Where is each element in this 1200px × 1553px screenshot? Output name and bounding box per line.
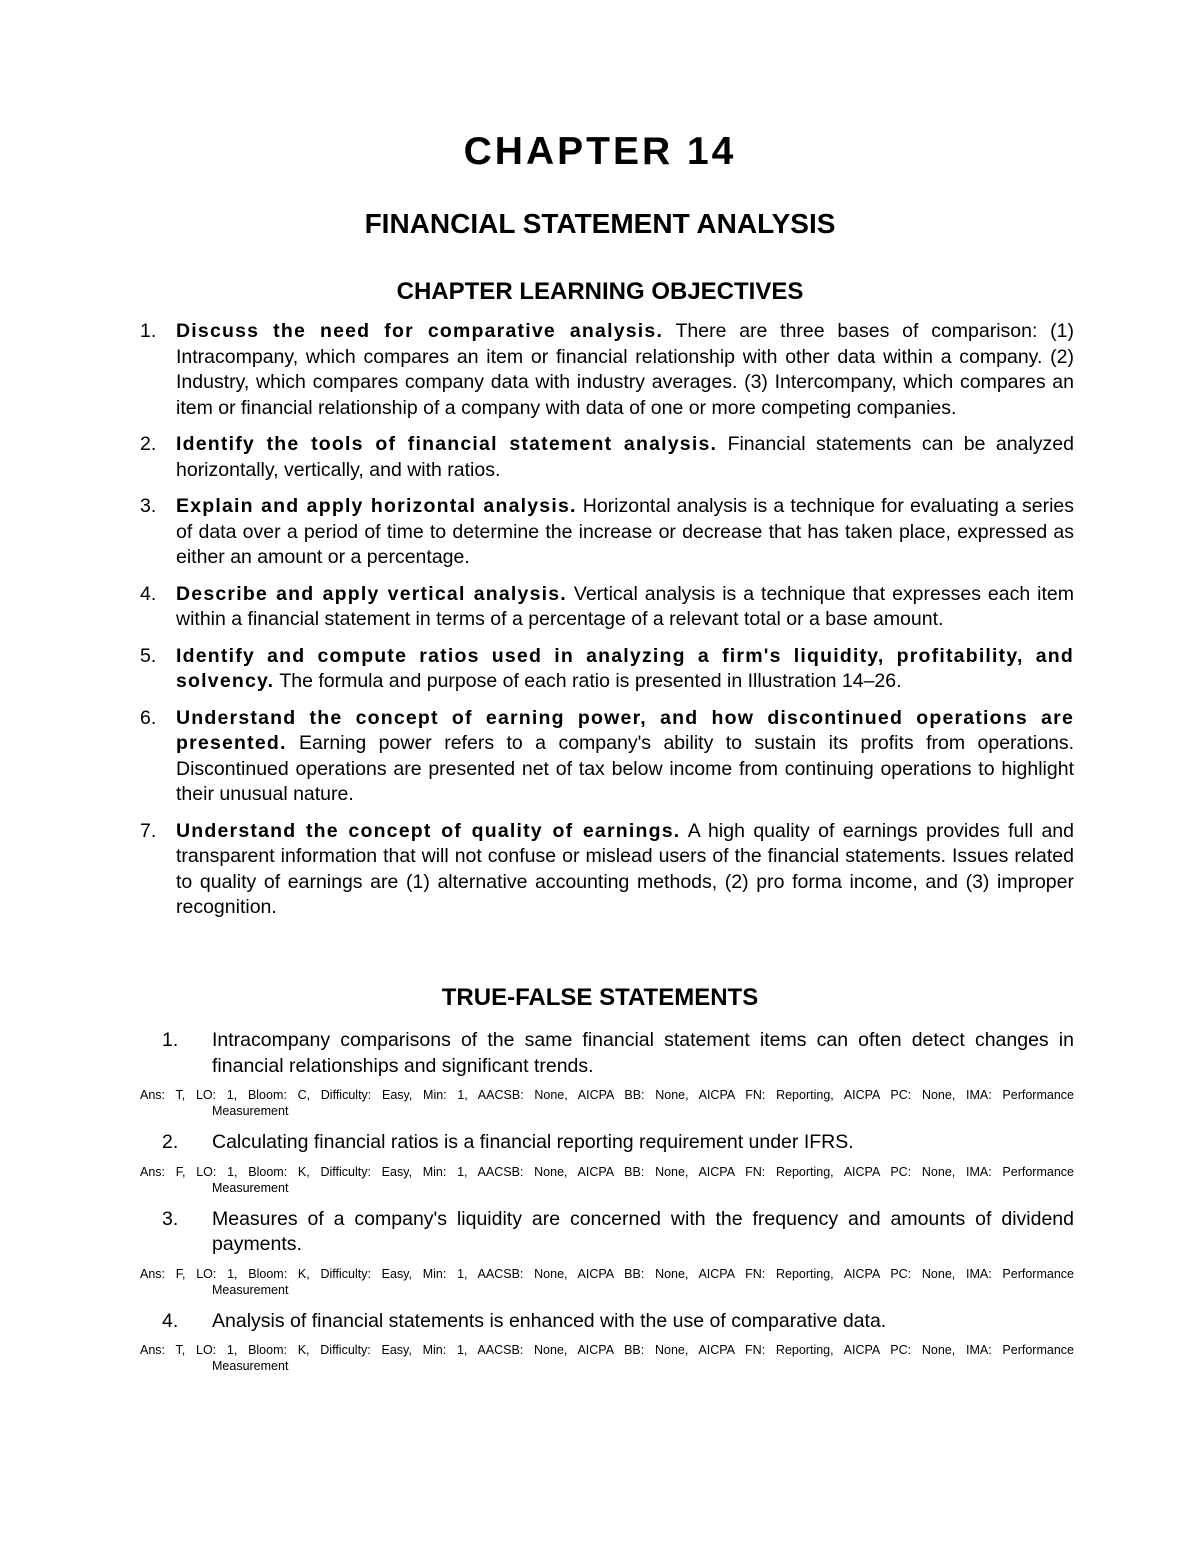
question-number: 4. (162, 1309, 179, 1332)
question-text: Intracompany comparisons of the same financial statement items can often detect changes in financial relationships and significant trends. (212, 1029, 1074, 1077)
question-number: 1. (162, 1029, 179, 1051)
objective-number: 4. (140, 582, 157, 605)
objective-lead: Understand the concept of quality of earnings. (176, 819, 681, 842)
answer-line: Ans: T, LO: 1, Bloom: K, Difficulty: Easy, Min: 1, AACSB: None, AICPA BB: None, AICPA FN: Reporting, AICPA PC: None, IMA: Performance (140, 1343, 1074, 1357)
answer-continuation: Measurement (212, 1359, 289, 1373)
question (140, 1207, 1074, 1258)
objective-lead: Identify and compute ratios used in analyzing a firm's liquidity, profitability, and solvency. (176, 644, 1074, 692)
question-text: Measures of a company's liquidity are concerned with the frequency and amounts of dividend payments. (212, 1207, 1074, 1255)
objective-lead: Identify the tools of financial statement analysis. (176, 433, 718, 455)
objective-text: Vertical analysis is a technique that expresses each item within a financial statement in terms of a percentage of a relevant total or a base amount. (176, 582, 1074, 630)
objective-lead: Explain and apply horizontal analysis. (176, 495, 577, 517)
answer-continuation: Measurement (212, 1104, 289, 1118)
objective-number: 2. (140, 433, 157, 455)
true-false-item (140, 1028, 1074, 1119)
learning-objective (140, 582, 1074, 633)
question-number: 3. (162, 1207, 179, 1230)
objective-lead: Describe and apply vertical analysis. (176, 582, 567, 605)
objective-number: 5. (140, 644, 157, 667)
question-text: Analysis of financial statements is enhanced with the use of comparative data. (212, 1309, 887, 1332)
answer-key (140, 1087, 1074, 1119)
chapter-number: CHAPTER 14 (463, 130, 737, 173)
true-false-item (140, 1309, 1074, 1375)
learning-objective (140, 644, 1074, 695)
answer-line: Ans: F, LO: 1, Bloom: K, Difficulty: Easy, Min: 1, AACSB: None, AICPA BB: None, AICPA FN: Reporting, AICPA PC: None, IMA: Performance (140, 1164, 1074, 1179)
learning-objective (140, 706, 1074, 808)
answer-key (140, 1164, 1074, 1196)
learning-objective (140, 819, 1074, 921)
answer-key (140, 1342, 1074, 1374)
answer-continuation: Measurement (212, 1282, 289, 1297)
objective-text: Financial statements can be analyzed horizontally, vertically, and with ratios. (176, 433, 1074, 481)
objective-text: Earning power refers to a company's ability to sustain its profits from operations. Discontinued operations are presented net of tax below income from continuing operations to highlight their unusual nature. (176, 732, 1074, 805)
objective-lead: Discuss the need for comparative analysis. (176, 320, 664, 342)
learning-objectives-list (140, 319, 1074, 932)
answer-continuation: Measurement (212, 1180, 289, 1195)
objective-text: The formula and purpose of each ratio is presented in Illustration 14–26. (274, 670, 902, 692)
learning-objective (140, 494, 1074, 571)
objective-text: Horizontal analysis is a technique for evaluating a series of data over a period of time to determine the increase or decrease that has taken place, expressed as either an amount or a percentage. (176, 495, 1074, 568)
objective-number: 6. (140, 706, 157, 729)
true-false-item (140, 1130, 1074, 1196)
learning-objective (140, 432, 1074, 483)
learning-objective (140, 319, 1074, 421)
true-false-heading: TRUE-FALSE STATEMENTS (441, 984, 759, 1011)
question (140, 1309, 1074, 1335)
answer-line: Ans: T, LO: 1, Bloom: C, Difficulty: Easy, Min: 1, AACSB: None, AICPA BB: None, AICPA FN: Reporting, AICPA PC: None, IMA: Performance (140, 1088, 1074, 1102)
objective-number: 1. (140, 320, 157, 342)
learning-objectives-heading: CHAPTER LEARNING OBJECTIVES (396, 278, 804, 305)
objective-text: There are three bases of comparison: (1) Intracompany, which compares an item or financial relationship with other data within a company. (2) Industry, which compares company data with industry averages. (3) Intercompany, which compares an item or financial relationship of a company with data of one or more competing companies. (176, 320, 1075, 419)
question (140, 1028, 1074, 1079)
question-number: 2. (162, 1131, 179, 1153)
chapter-title: FINANCIAL STATEMENT ANALYSIS (364, 208, 836, 239)
true-false-item (140, 1207, 1074, 1298)
objective-number: 7. (140, 819, 157, 842)
answer-line: Ans: F, LO: 1, Bloom: K, Difficulty: Easy, Min: 1, AACSB: None, AICPA BB: None, AICPA FN: Reporting, AICPA PC: None, IMA: Performance (140, 1266, 1074, 1281)
question-text: Calculating financial ratios is a financial reporting requirement under IFRS. (212, 1131, 854, 1153)
true-false-list (140, 1028, 1074, 1385)
objective-lead: Understand the concept of earning power, and how discontinued operations are presented. (176, 706, 1074, 754)
answer-key (140, 1266, 1074, 1298)
question (140, 1130, 1074, 1156)
objective-number: 3. (140, 495, 157, 517)
objective-text: A high quality of earnings provides full and transparent information that will not confuse or mislead users of the financial statements. Issues related to quality of earnings are (1) alternative accounting methods, (2) pro forma income, and (3) improper recognition. (176, 819, 1074, 918)
